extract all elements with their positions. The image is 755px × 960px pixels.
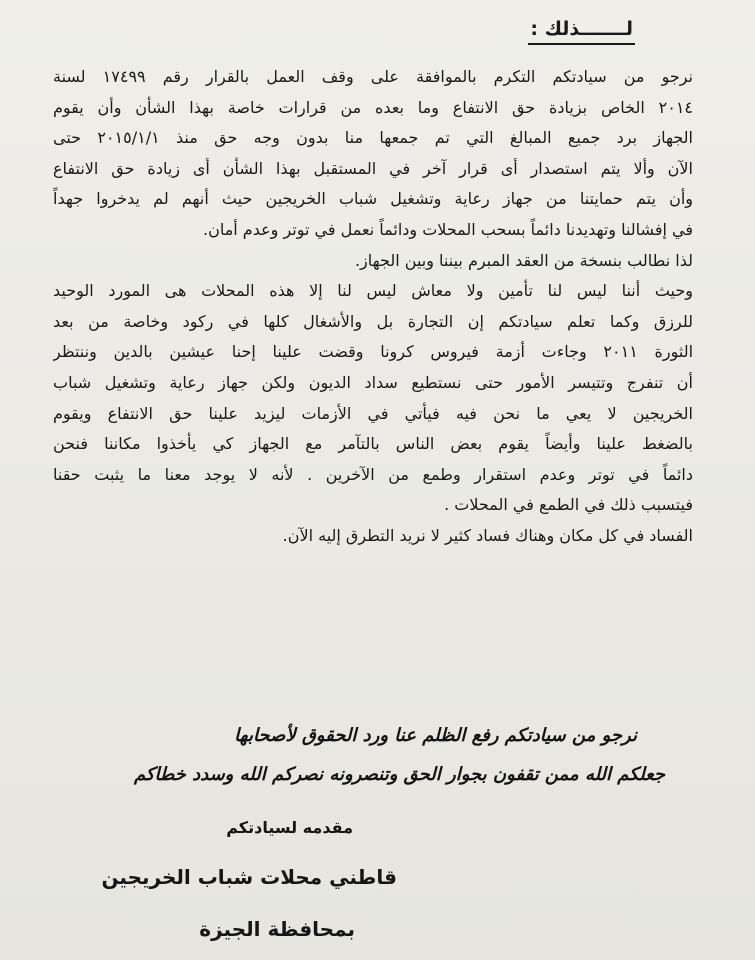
closing-block — [65, 717, 665, 795]
body-line: الفساد في كل مكان وهناك فساد كثير لا نريد التطرق إليه الآن. — [282, 525, 693, 545]
letter-heading: لـــــــذلك : — [528, 18, 635, 45]
body-line: الخريجين لا يعي ما نحن فيه فيأتي في الأزمات ليزيد علينا حق الانتفاع ويقوم — [53, 403, 693, 423]
closing-request: نرجو من سيادتكم رفع الظلم عنا ورد الحقوق لأصحابها — [234, 725, 637, 746]
signature-submitted: مقدمه لسيادتكم — [226, 818, 353, 837]
body-line: للرزق وكما تعلم سيادتكم إن التجارة بل والأشغال كلها في ركود وخاصة من بعد — [53, 311, 693, 331]
body-line: بالضغط علينا وأيضاً يقوم بعض الناس بالتآمر مع الجهاز كي يأخذوا مكاننا فنحن — [53, 434, 693, 454]
body-line: ٢٠١٤ الخاص بزيادة حق الانتفاع وما بعده من قرارات خاصة بهذا الشأن وأن يقوم — [53, 97, 693, 117]
body-line: الثورة ٢٠١١ وجاءت أزمة فيروس كرونا وقضت علينا إحنا عيشين بالدين وننتظر — [53, 342, 693, 362]
body-line: وحيث أننا ليس لنا تأمين ولا معاش ليس لنا إلا هذه المحلات هى المورد الوحيد — [53, 281, 693, 301]
body-line: وأن يتم حمايتنا من جهاز رعاية وتشغيل شباب الخريجين حيث أنهم لم يدخروا جهداً — [53, 189, 693, 209]
body-line: نرجو من سيادتكم التكرم بالموافقة على وقف العمل بالقرار رقم ١٧٤٩٩ لسنة — [53, 67, 693, 86]
body-line: أن تنفرج وتتيسر الأمور حتى نستطيع سداد الديون ولكن جهاز رعاية وتشغيل شباب — [53, 372, 693, 392]
body-line: الآن وألا يتم استصدار أى قرار آخر في المستقبل بهذا الشأن أى زيادة حق الانتفاع — [53, 158, 693, 178]
body-line: الجهاز برد جميع المبالغ التي تم جمعها منا بدون وجه حق منذ ٢٠١٥/١/١ حتى — [53, 128, 693, 148]
closing-prayer: جعلكم الله ممن تقفون بجوار الحق وتنصرونه نصركم الله وسدد خطاكم — [133, 764, 665, 785]
body-line: فيتسبب ذلك في الطمع في المحلات . — [444, 495, 693, 515]
body-line: في إفشالنا وتهديدنا دائماً بسحب المحلات ودائماً نعمل في توتر وعدم أمان. — [202, 219, 693, 239]
signature-tenants: قاطني محلات شباب الخريجين — [101, 865, 397, 889]
body-line: لذا نطالب بنسخة من العقد المبرم بيننا وبين الجهاز. — [354, 250, 693, 270]
signature-governorate: بمحافظة الجيزة — [199, 917, 355, 941]
letter-body — [53, 62, 693, 552]
body-line: دائماً في توتر وعدم استقرار وطمع من الآخرين . لأنه لا يوجد معنا ما يثبت حقنا — [53, 464, 693, 484]
